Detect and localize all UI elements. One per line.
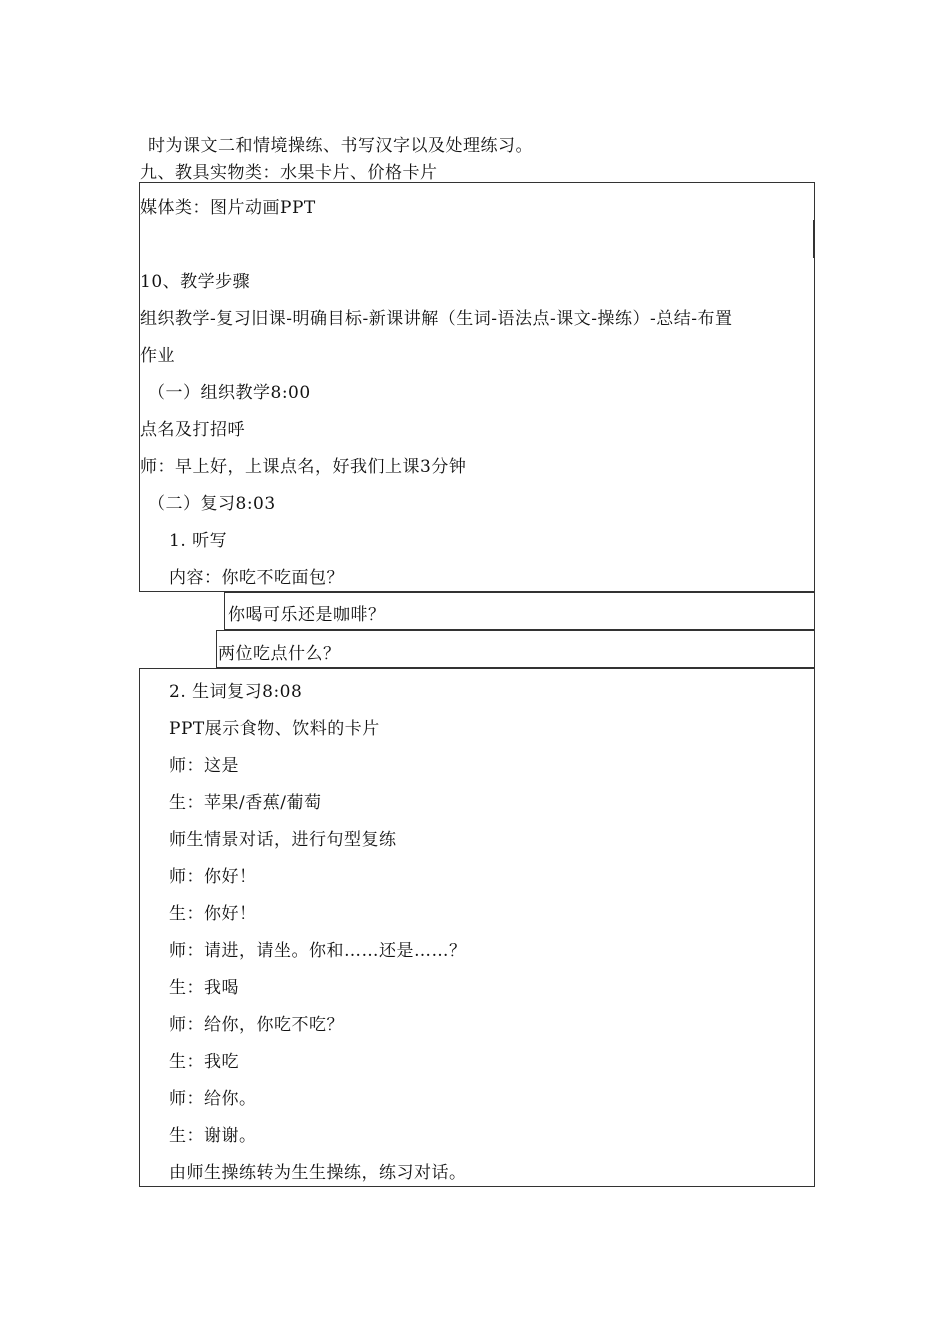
- vocab-line: PPT展示食物、饮料的卡片: [169, 719, 380, 739]
- dialogue-line: 师：给你。: [169, 1089, 257, 1109]
- section-1-title: （一）组织教学8:00: [148, 383, 311, 403]
- dictation-line-1: 内容：你吃不吃面包？: [169, 568, 344, 588]
- materials-line: 九、教具实物类：水果卡片、价格卡片: [140, 163, 438, 183]
- dialogue-line: 师：给你，你吃不吃？: [169, 1015, 344, 1035]
- dictation-line-2: 你喝可乐还是咖啡？: [228, 605, 386, 625]
- vocab-line: 由师生操练转为生生操练，练习对话。: [169, 1163, 467, 1183]
- vocab-title: 2. 生词复习8:08: [169, 682, 303, 702]
- dialogue-line: 生：你好！: [169, 904, 257, 924]
- dialogue-line: 生：我吃: [169, 1052, 239, 1072]
- dialogue-line: 师：这是: [169, 756, 239, 776]
- dialogue-line: 生：苹果/香蕉/葡萄: [169, 793, 322, 813]
- dictation-line-3: 两位吃点什么？: [218, 644, 341, 664]
- intro-line: 时为课文二和情境操练、书写汉字以及处理练习。: [148, 136, 533, 156]
- dialogue-line: 生：我喝: [169, 978, 239, 998]
- dictation-title: 1. 听写: [169, 531, 228, 551]
- section-1-item-1: 点名及打招呼: [140, 420, 245, 440]
- dialogue-line: 师：请进，请坐。你和……还是……？: [169, 941, 467, 961]
- steps-line-2: 作业: [140, 346, 175, 366]
- section-1-item-2: 师：早上好，上课点名，好我们上课3分钟: [140, 457, 467, 477]
- vocab-line: 师生情景对话，进行句型复练: [169, 830, 397, 850]
- section-2-title: （二）复习8:03: [148, 494, 276, 514]
- dialogue-line: 师：你好！: [169, 867, 257, 887]
- dialogue-line: 生：谢谢。: [169, 1126, 257, 1146]
- media-line: 媒体类：图片动画PPT: [140, 198, 316, 218]
- steps-line-1: 组织教学-复习旧课-明确目标-新课讲解（生词-语法点-课文-操练）-总结-布置: [140, 309, 733, 329]
- steps-heading: 10、教学步骤: [140, 272, 251, 292]
- box-divider: [813, 220, 814, 258]
